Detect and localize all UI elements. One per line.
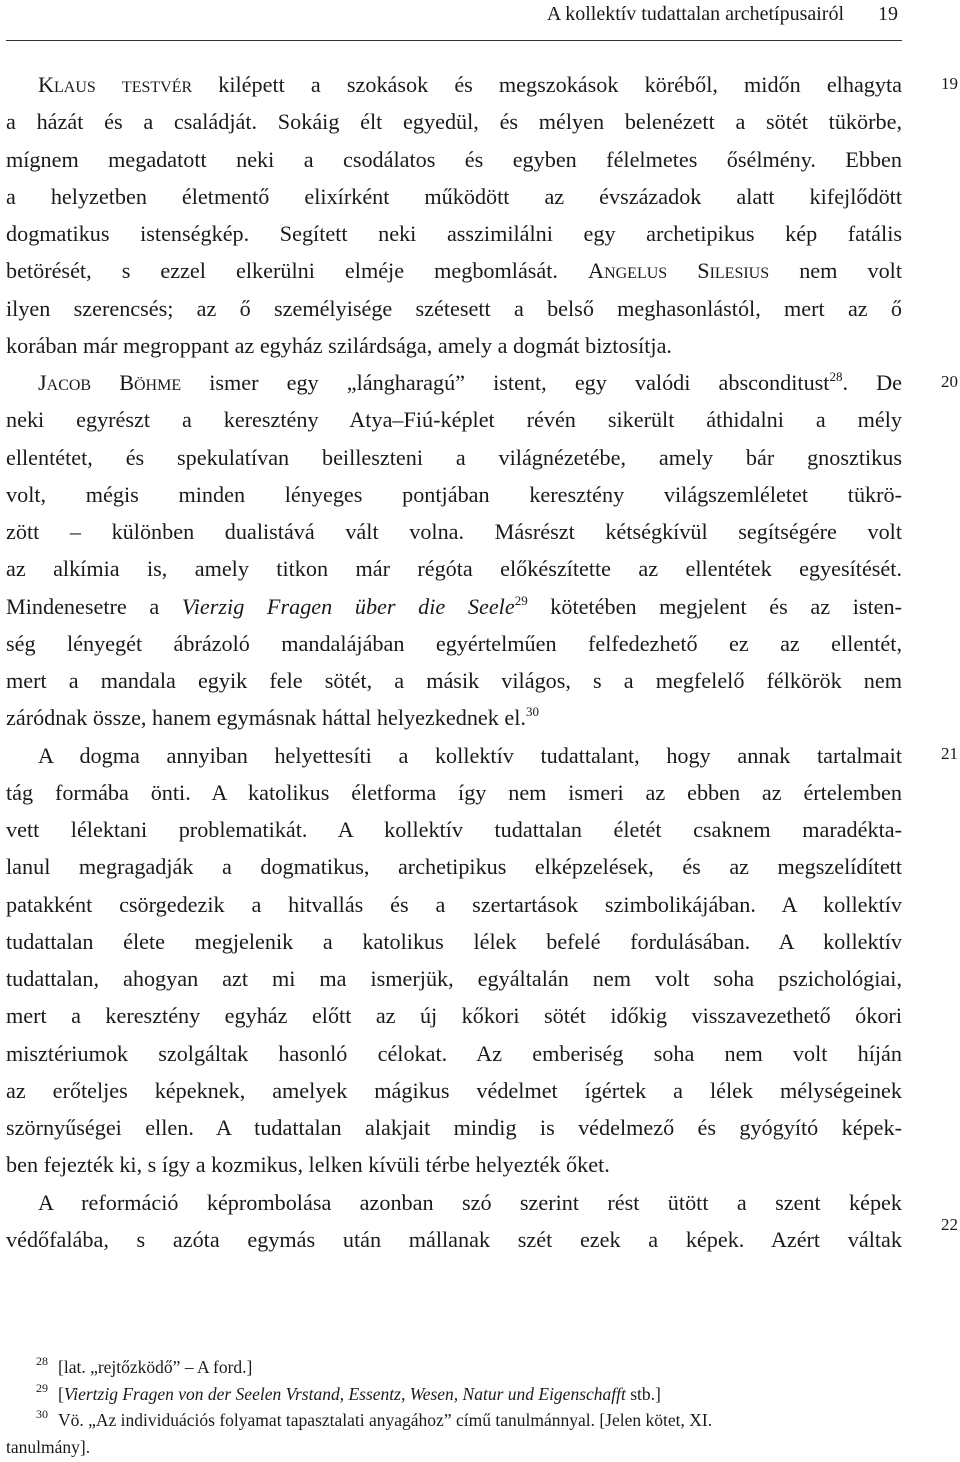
margin-paragraph-number: 21 [941,744,958,763]
text-line: az erőteljes képeknek, amelyek mágikus védelmet ígértek a lélek mélységeinek [6,1077,902,1103]
text-line [6,252,902,289]
footnote [6,1354,902,1381]
text-line [6,588,902,625]
footnote-number: 28 [36,1354,48,1368]
footnote-ref: 30 [525,704,539,720]
text-line: dogmatikus istenségkép. Segített neki asszimilálni egy archetipikus kép fatális [6,221,902,246]
footnote-number: 30 [36,1407,48,1421]
body-text [6,66,902,1258]
text-line: A dogma annyiban helyettesíti a kollektív tudattalant, hogy annak tartalmait [38,742,902,768]
text-line: szörnyűségei ellen. A tudattalan alakjait mindig is védelmező és gyógyító képek- [6,1115,902,1140]
footnote-ref: 28 [829,369,843,384]
text-line [6,364,902,401]
text-line: tág formába önti. A katolikus életforma így nem ismeri az ebben az értelemben [6,779,902,805]
text-line: védőfalába, s azóta egymás után mállanak szét ezek a képek. Azért váltak [6,1226,902,1252]
page-header [0,0,960,40]
text-line: misztériumok szolgáltak hasonló célokat. Az emberiség soha nem volt híján [6,1040,902,1066]
running-title: A kollektív tudattalan archetípusairól [546,3,844,25]
text-line: tudattalan, ahogyan azt mi ma ismerjük, egyáltalán nem volt soha pszichológiai, [6,966,902,991]
text-line [6,699,902,736]
footnote-number: 29 [36,1380,48,1395]
text-line [6,66,902,103]
text-span: nem volt [769,258,902,284]
text-line: neki egyrészt a keresztény Atya–Fiú-képlet révén sikerült áthidalni a mély [6,407,902,433]
text-line: lanul megragadják a dogmatikus, archetipikus elképzelések, és az megszelídített [6,854,902,880]
person-name: Klaus testvér [38,72,193,97]
footnote-text [36,1384,661,1404]
text-span: kilépett a szokások és megszokások köréből, midőn elhagyta [192,72,902,97]
text-line: a házát és a családját. Sokáig élt egyedül, és mélyen belenézett a sötét tükörbe, [6,109,902,135]
footnote [6,1381,902,1408]
text-span: záródnak össze, hanem egymásnak háttal helyezkednek el. [6,705,526,731]
text-line: ilyen szerencsés; az ő személyisége szétesett a belső meghasonlástól, mert az ő [6,295,902,321]
text-span: [ [58,1383,64,1404]
margin-paragraph-number: 22 [941,1215,958,1234]
text-line: ellentétet, és spekulatívan beilleszteni a világnézetébe, amely bár gnosztikus [6,444,902,470]
text-line: a helyzetben életmentő elixírként működött az évszázadok alatt kifejlődött [6,183,902,209]
page-number: 19 [878,3,898,25]
person-name: Jacob Böhme [38,370,182,395]
text-line: mígnem megadatott neki a csodálatos és egyben félelmetes ősélmény. Ebben [6,146,902,172]
text-span: betörését, s ezzel elkerülni elméje megbomlását. [6,258,589,284]
footnotes [6,1354,902,1460]
text-line: vett lélektani problematikát. A kollektív tudattalan életét csaknem maradékta- [6,817,902,842]
text-span: . De [842,370,902,395]
text-line: ség lényegét ábrázoló mandalájában egyértelműen felfedezhető ez az ellentét, [6,630,902,656]
footnote [6,1407,902,1434]
text-line: mert a mandala egyik fele sötét, a másik világos, s a megfelelő félkörök nem [6,668,902,693]
footnote-text: Vö. „Az individuációs folyamat tapasztalati anyagához” című tanulmánnyal. [Jelen kötet, XI. [58,1410,713,1430]
margin-paragraph-number: 20 [941,372,958,391]
text-line: zött – különben dualistává vált volna. Másrészt kétségkívül segítségére volt [6,519,902,544]
text-line: mert a keresztény egyház előtt az új kőkori sötét időkig visszavezethető ókori [6,1003,902,1029]
text-line: az alkímia is, amely titkon már régóta előkészítette az ellentétek egyesítését. [6,556,902,582]
text-line: A reformáció képrombolása azonban szó szerint rést ütött a szent képek [38,1189,902,1215]
text-line: volt, mégis minden lényeges pontjában keresztény világszemléletet tükrö- [6,481,902,507]
person-name: Angelus Silesius [588,258,770,284]
text-span: ismer egy „lángharagú” istent, egy valódi absconditust [181,370,830,395]
text-line: tudattalan élete megjelenik a katolikus lélek befelé fordulásában. A kollektív [6,928,902,954]
text-span: Mindenesetre a [6,593,182,619]
footnote-text: [lat. „rejtőzködő” – A ford.] [58,1357,253,1377]
footnote-continuation: tanulmány]. [6,1436,91,1457]
book-title: Vierzig Fragen über die Seele [181,593,515,619]
book-title: Viertzig Fragen von der Seelen Vrstand, Essentz, Wesen, Natur und Eigenschafft [63,1383,626,1404]
text-span: stb.] [625,1383,661,1404]
margin-paragraph-number: 19 [941,74,958,93]
text-line: patakként csörgedezik a hitvallás és a szertartások szimbolikájában. A kollektív [6,891,902,917]
text-span: kötetében megjelent és az isten- [527,593,902,619]
footnote-ref: 29 [514,592,528,608]
text-line: ben fejezték ki, s így a kozmikus, lelken kívüli térbe helyezték őket. [6,1152,610,1178]
header-rule [6,40,902,41]
text-line: korában már megroppant az egyház szilárdsága, amely a dogmát biztosítja. [6,332,672,358]
